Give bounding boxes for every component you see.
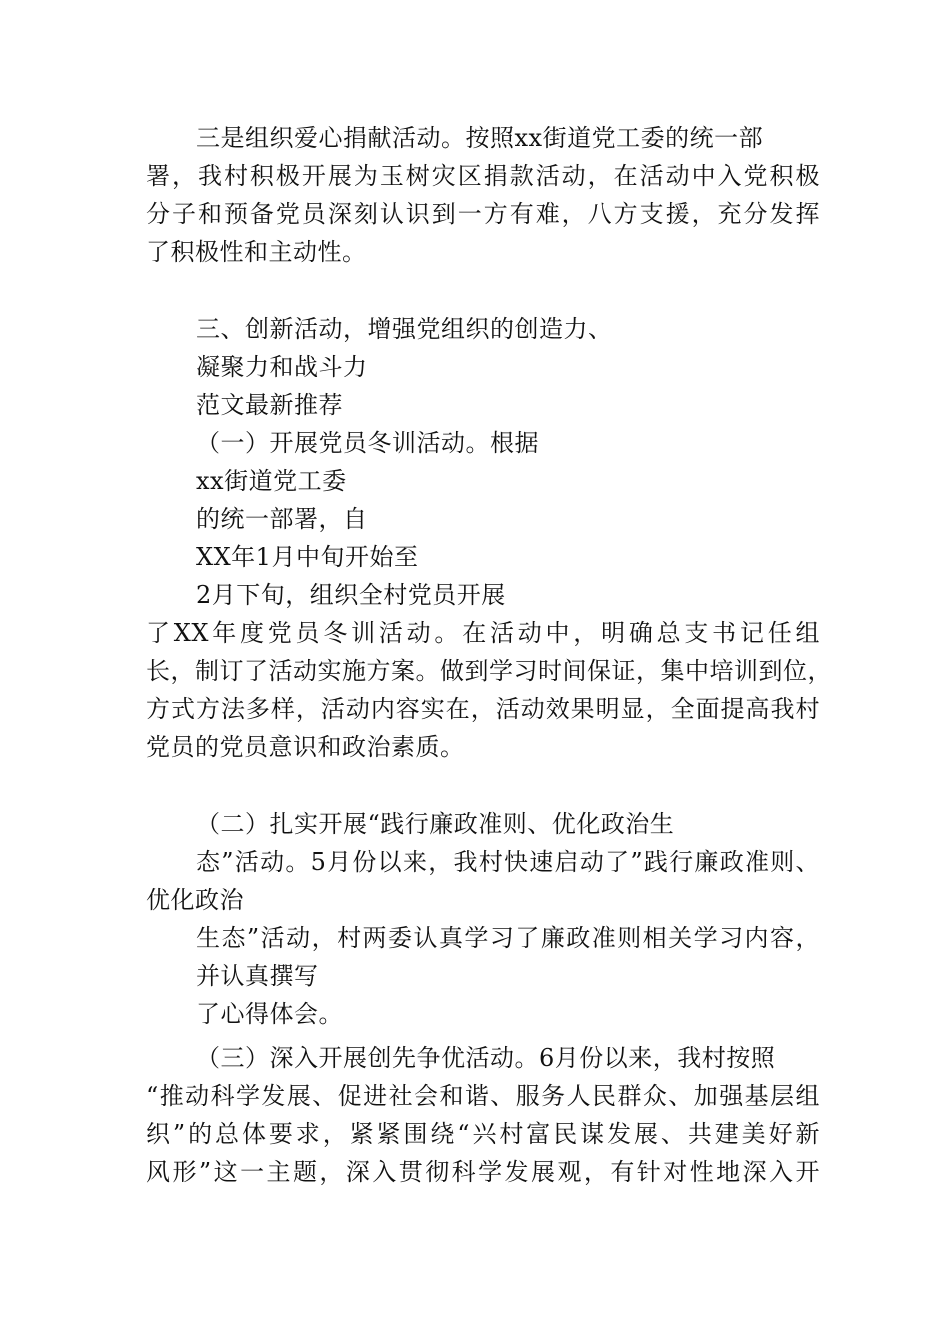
paragraph-3-line-6: 了心得体会。 [196, 1000, 343, 1028]
paragraph-4-line-2: “推动科学发展、促进社会和谐、服务人民群众、加强基层组 [146, 1082, 820, 1110]
paragraph-1-line-1: 三是组织爱心捐献活动。按照xx街道党工委的统一部 [196, 124, 764, 152]
paragraph-3-line-3: 优化政治 [146, 886, 244, 914]
section-heading-line-2: 凝聚力和战斗力 [196, 353, 368, 381]
recommend-label: 范文最新推荐 [196, 391, 343, 419]
paragraph-3-line-5: 并认真撰写 [196, 962, 319, 990]
paragraph-2-line-6: 了XX年度党员冬训活动。在活动中，明确总支书记任组 [146, 619, 820, 647]
paragraph-1-line-3: 分子和预备党员深刻认识到一方有难，八方支援，充分发挥 [146, 200, 820, 228]
paragraph-4-line-1: （三）深入开展创先争优活动。6月份以来，我村按照 [196, 1044, 776, 1072]
paragraph-1-line-2: 署，我村积极开展为玉树灾区捐款活动，在活动中入党积极 [146, 162, 820, 190]
paragraph-2-line-4: XX年1月中旬开始至 [196, 543, 419, 571]
paragraph-2-line-9: 党员的党员意识和政治素质。 [146, 733, 465, 761]
paragraph-4-line-4: 风形”这一主题，深入贯彻科学发展观，有针对性地深入开 [146, 1158, 820, 1186]
paragraph-2-line-3: 的统一部署，自 [196, 505, 368, 533]
paragraph-3-line-4: 生态”活动，村两委认真学习了廉政准则相关学习内容， [196, 924, 820, 952]
paragraph-2-line-7: 长，制订了活动实施方案。做到学习时间保证，集中培训到位， [146, 657, 832, 685]
paragraph-3-line-1: （二）扎实开展“践行廉政准则、优化政治生 [196, 810, 675, 838]
paragraph-3-line-2: 态”活动。5月份以来，我村快速启动了”践行廉政准则、 [196, 848, 820, 876]
paragraph-1-line-4: 了积极性和主动性。 [146, 238, 367, 266]
section-heading-line-1: 三、创新活动，增强党组织的创造力、 [196, 315, 613, 343]
paragraph-2-line-1: （一）开展党员冬训活动。根据 [196, 429, 539, 457]
paragraph-2-line-2: xx街道党工委 [196, 467, 347, 495]
paragraph-4-line-3: 织”的总体要求，紧紧围绕“兴村富民谋发展、共建美好新 [146, 1120, 820, 1148]
paragraph-2-line-5: 2月下旬，组织全村党员开展 [196, 581, 506, 609]
paragraph-2-line-8: 方式方法多样，活动内容实在，活动效果明显，全面提高我村 [146, 695, 820, 723]
